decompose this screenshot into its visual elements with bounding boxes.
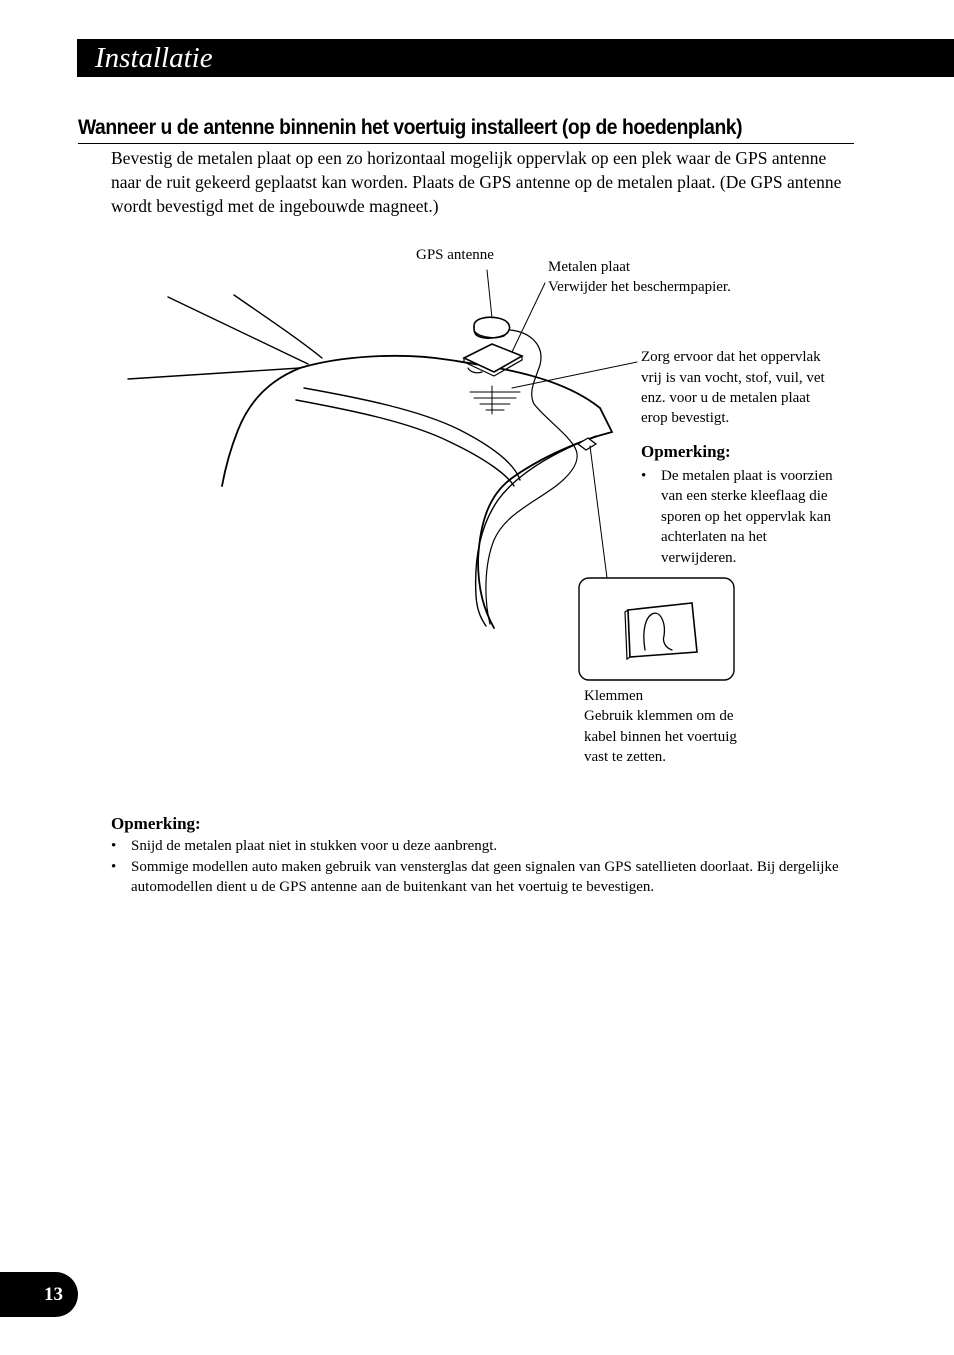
side-note-line: achterlaten na het (661, 529, 767, 545)
note-item (111, 857, 871, 898)
seat-back-outline (222, 368, 300, 486)
clamp-marker (578, 438, 596, 450)
side-note-line: sporen op het oppervlak kan (661, 509, 831, 525)
note-text: Sommige modellen auto maken gebruik van vensterglas dat geen signalen van GPS satellieten doorlaat. Bij dergelijke automodellen dient u de GPS antenne aan de buitenkant van het voertuig te bevestigen. (131, 858, 839, 895)
metal-plate-label: Metalen plaat (548, 259, 631, 275)
roof-line-left (168, 297, 308, 364)
side-note-line: verwijderen. (661, 550, 737, 566)
shelf-inner-curve-2 (296, 400, 514, 486)
notes-list (111, 836, 871, 898)
intro-paragraph: Bevestig de metalen plaat op een zo horizontaal mogelijk oppervlak op een plek waar de GPS antenne naar de ruit gekeerd geplaatst kan worden. Plaats de GPS antenne op de metalen plaat. (De GPS antenne wordt bevestigd met de ingebouwde magneet.) (111, 148, 842, 216)
surface-note-line: erop bevestigt. (641, 410, 730, 426)
clamps-title: Klemmen (584, 688, 644, 704)
leader-gps-antenna (487, 270, 492, 318)
surface-note-line: Zorg ervoor dat het oppervlak (641, 349, 821, 365)
surface-hatch (470, 386, 520, 414)
side-note-line: van een sterke kleeflaag die (661, 488, 828, 504)
clamps-line: Gebruik klemmen om de (584, 708, 734, 724)
section-title: Wanneer u de antenne binnenin het voertuig installeert (op de hoedenplank) (78, 116, 743, 139)
surface-note-line: enz. voor u de metalen plaat (641, 390, 811, 406)
leader-clamp (590, 446, 607, 578)
gps-antenna-label: GPS antenne (416, 247, 494, 263)
page-number: 13 (44, 1284, 63, 1305)
shelf-inner-curve (304, 388, 520, 480)
notes-title: Opmerking: (111, 814, 201, 833)
page-number-badge (0, 1272, 78, 1317)
note-text: Snijd de metalen plaat niet in stukken voor u deze aanbrengt. (131, 838, 498, 854)
note-bullet: • (111, 838, 117, 854)
clamps-line: vast te zetten. (584, 749, 667, 765)
leader-metal-plate (512, 283, 545, 352)
antenna-cable (486, 330, 577, 624)
page-title: Installatie (95, 42, 213, 74)
clamp-detail (628, 603, 697, 657)
clamps-line: kabel binnen het voertuig (584, 729, 737, 745)
side-note-title: Opmerking: (641, 442, 731, 461)
side-note-bullet: • (641, 468, 647, 484)
side-note-line: De metalen plaat is voorzien (661, 468, 833, 484)
roof-line-mid (234, 295, 322, 358)
metal-plate-sublabel: Verwijder het beschermpapier. (548, 279, 731, 295)
surface-note-line: vrij is van vocht, stof, vuil, vet (641, 370, 825, 386)
pillar-line (476, 436, 596, 626)
note-item (111, 836, 871, 857)
note-bullet: • (111, 858, 117, 875)
roof-line-low (128, 368, 300, 379)
